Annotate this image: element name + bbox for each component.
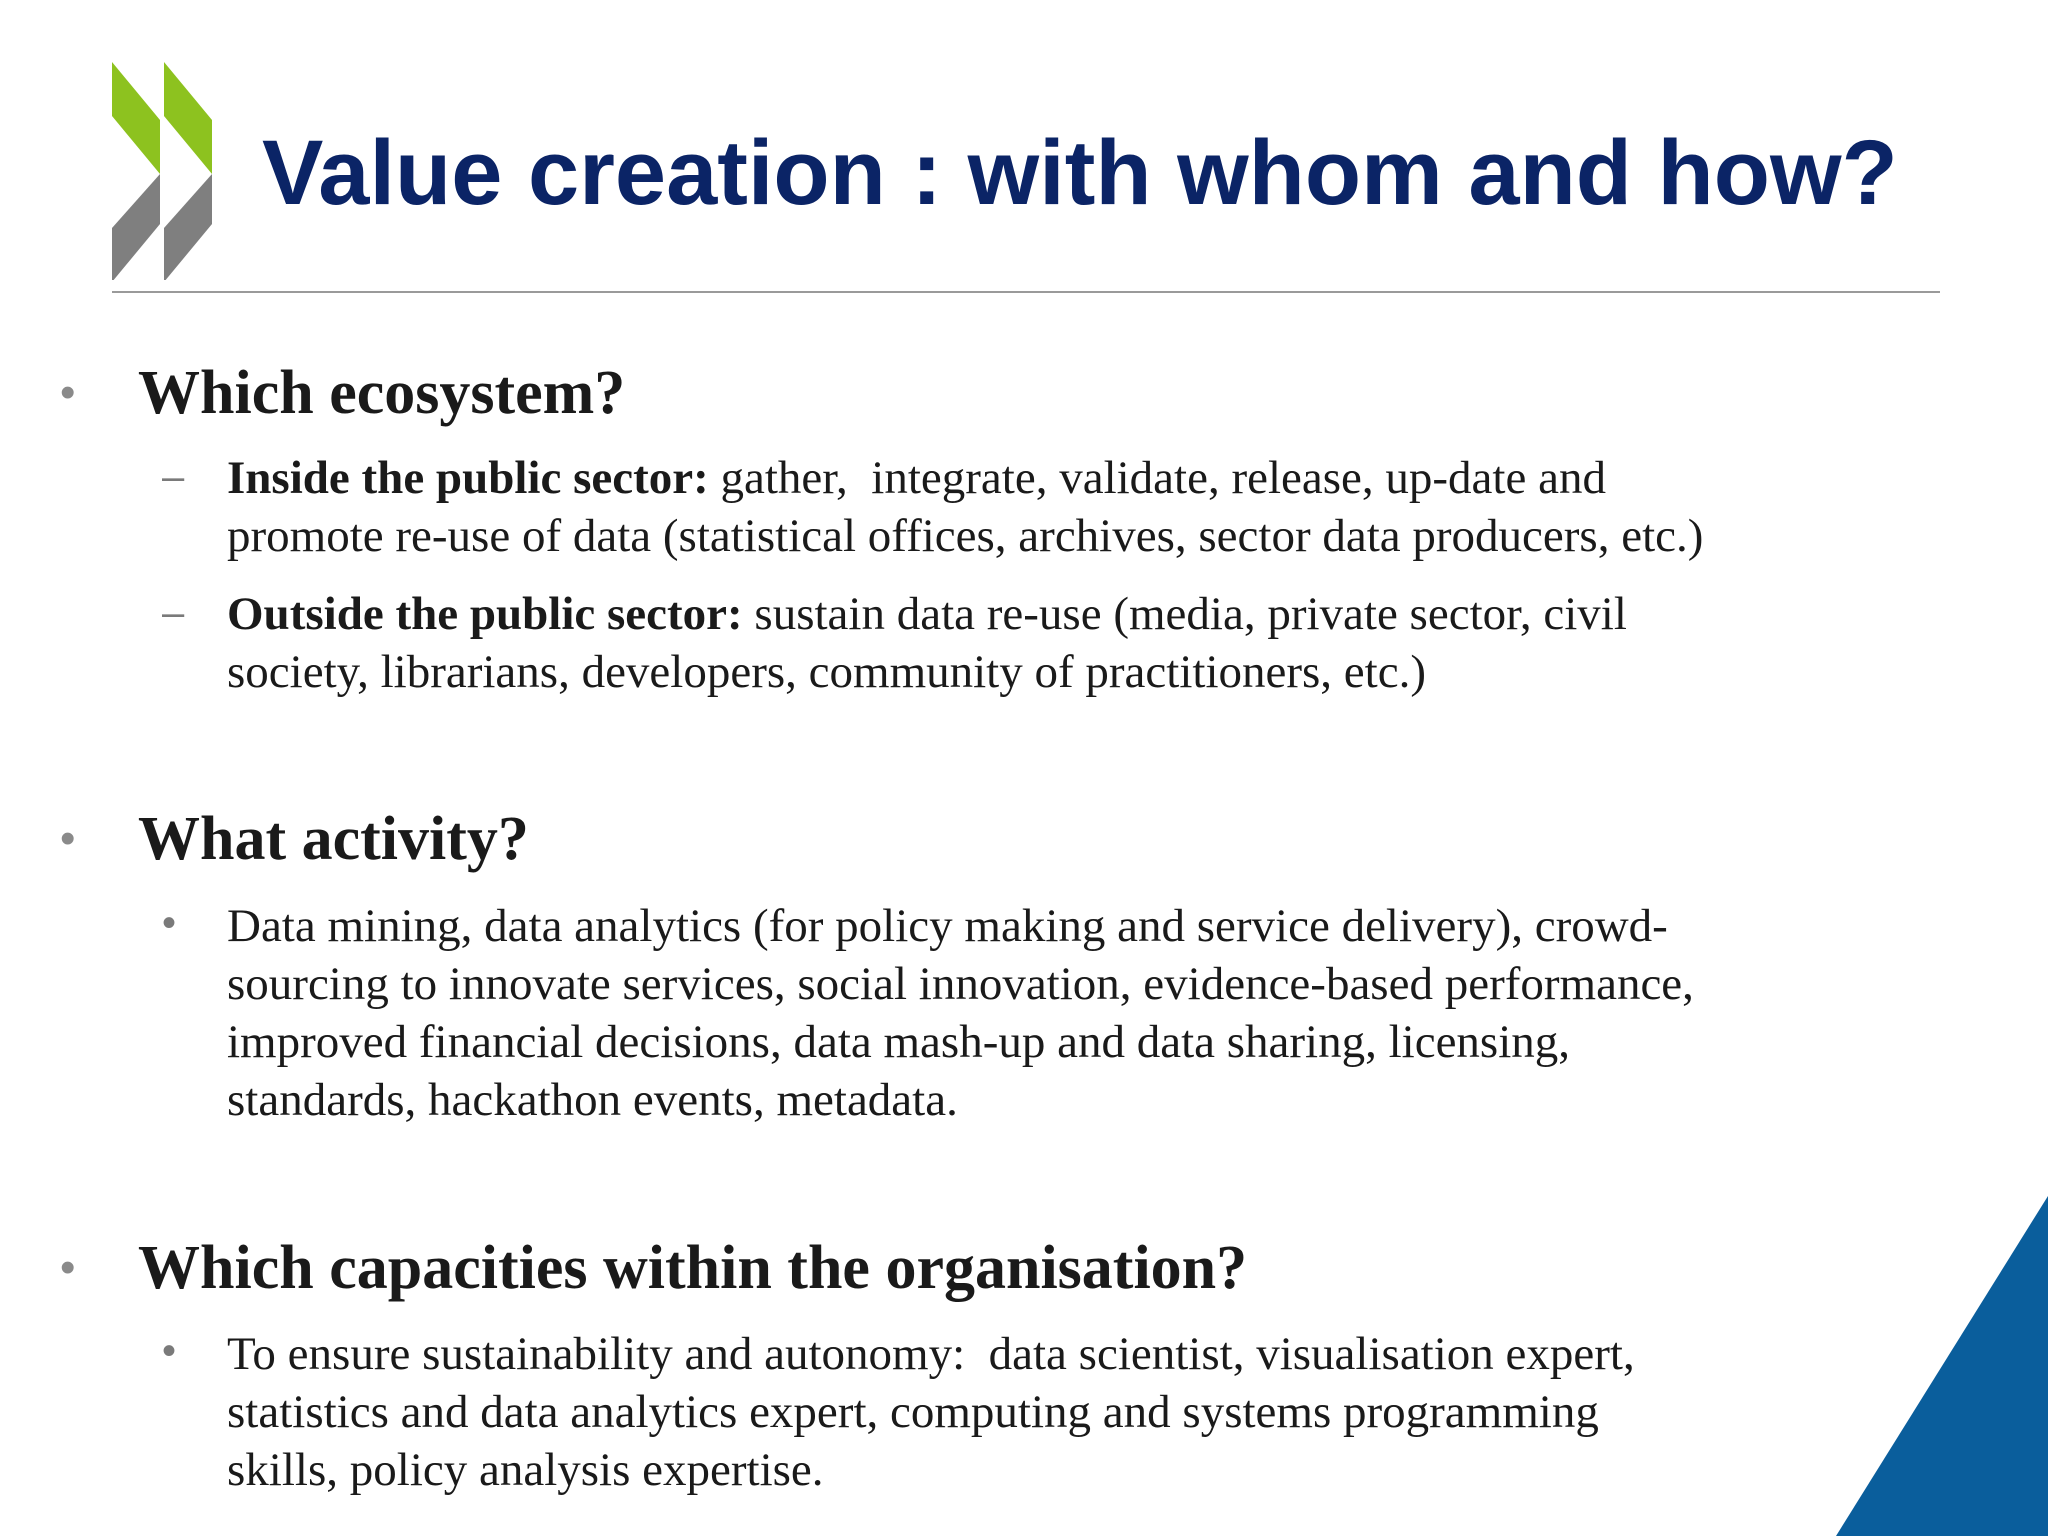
item-line: Data mining, data analytics (for policy making and service delivery), crowd-: [227, 900, 1668, 952]
corner-decoration: [1836, 1196, 2048, 1536]
item-text: [227, 585, 1927, 701]
section-heading: What activity?: [138, 805, 529, 873]
bullet-icon: •: [60, 1243, 76, 1292]
bullet-marker: •: [162, 901, 177, 945]
item-lead: Outside the public sector:: [227, 588, 743, 640]
item-text: [227, 449, 1927, 565]
item-line: skills, policy analysis expertise.: [227, 1444, 824, 1496]
item-text: [227, 1325, 1927, 1499]
item-line: To ensure sustainability and autonomy: data scientist, visualisation expert,: [227, 1328, 1635, 1380]
bullet-icon: •: [60, 814, 76, 863]
item-line: improved financial decisions, data mash-up and data sharing, licensing,: [227, 1016, 1571, 1068]
item-line-rest: gather, integrate, validate, release, up-date and: [708, 452, 1606, 504]
slide-title: Value creation : with whom and how?: [262, 122, 1898, 224]
section-heading: Which ecosystem?: [138, 359, 626, 427]
dash-marker: –: [162, 455, 185, 499]
item-text: [227, 897, 1927, 1129]
item-line: standards, hackathon events, metadata.: [227, 1074, 958, 1126]
item-line: statistics and data analytics expert, computing and systems programming: [227, 1386, 1599, 1438]
item-lead: Inside the public sector:: [227, 452, 709, 504]
item-line: society, librarians, developers, community of practitioners, etc.): [227, 646, 1426, 698]
corner-triangle: [1836, 1196, 2048, 1536]
section-heading: Which capacities within the organisation?: [138, 1234, 1248, 1302]
item-line: sourcing to innovate services, social innovation, evidence-based performance,: [227, 958, 1694, 1010]
item-line: [227, 449, 1927, 507]
bullet-icon: •: [60, 368, 76, 417]
bullet-marker: •: [162, 1329, 177, 1373]
item-line: [227, 585, 1927, 643]
dash-marker: –: [162, 591, 185, 635]
item-line-rest: sustain data re-use (media, private sector, civil: [742, 588, 1627, 640]
item-line: promote re-use of data (statistical offices, archives, sector data producers, etc.): [227, 510, 1704, 562]
